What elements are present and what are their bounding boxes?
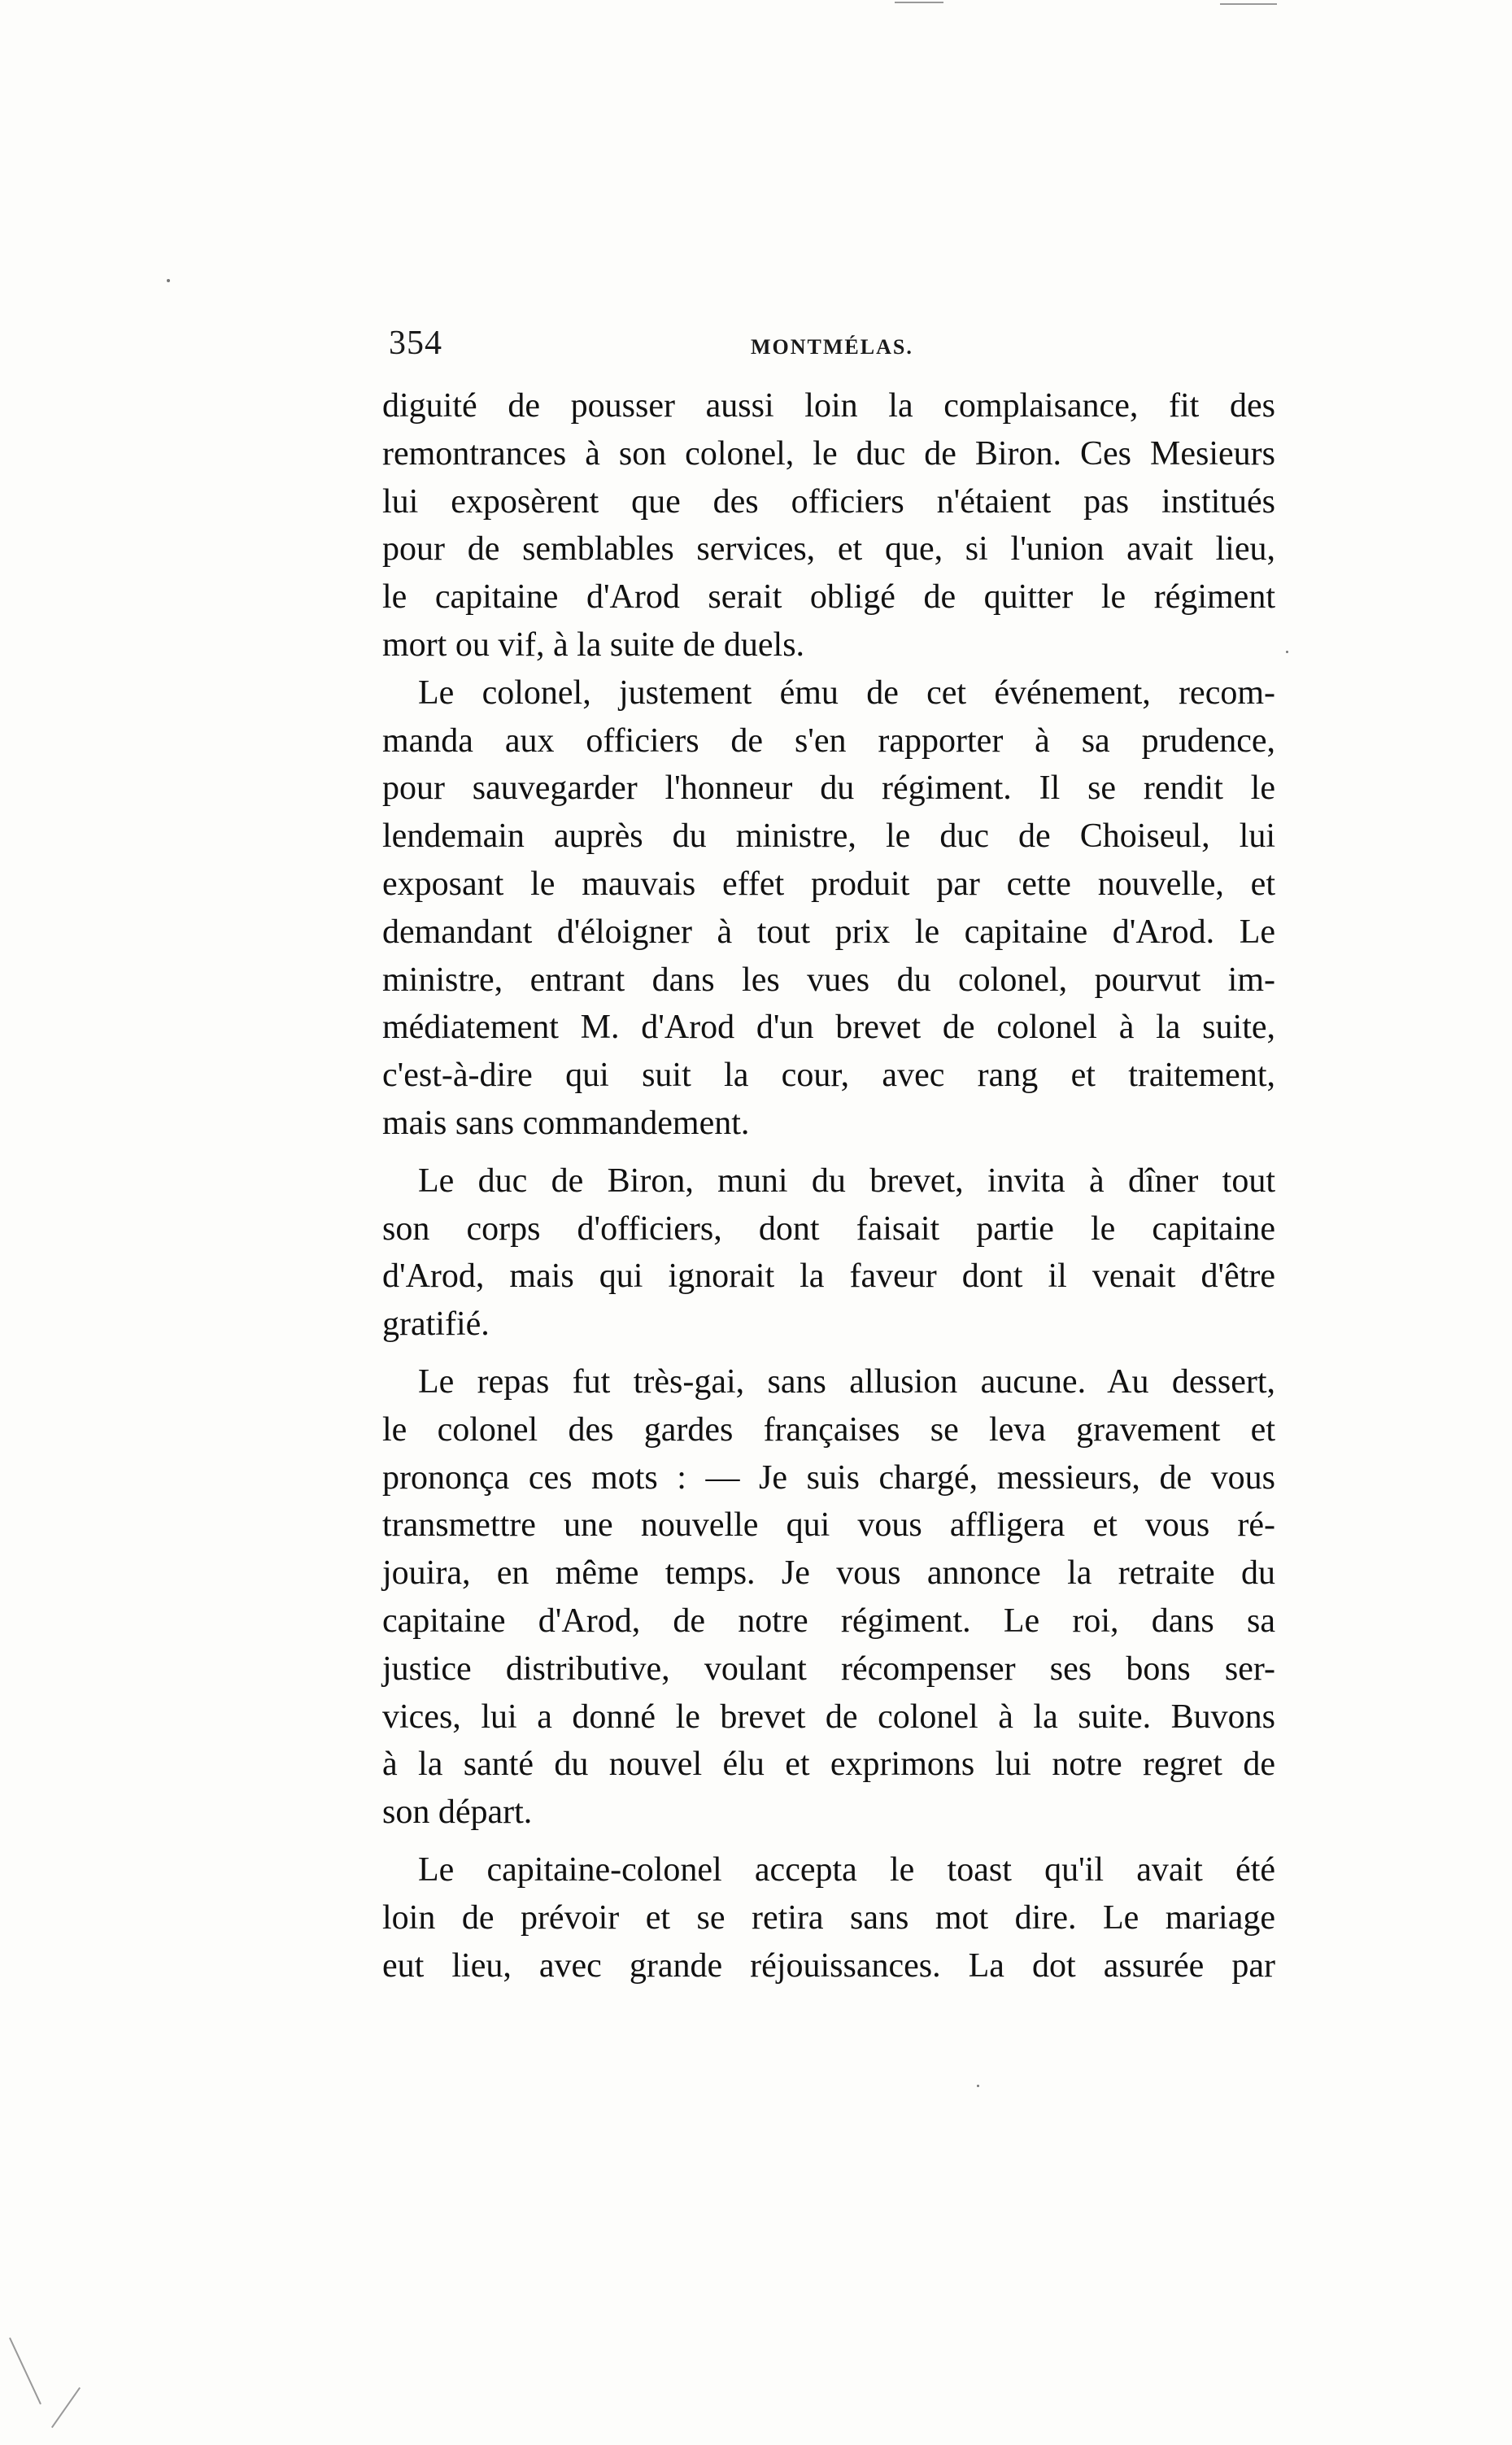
scan-edge-mark — [51, 2387, 81, 2428]
text-line: d'Arod, mais qui ignorait la faveur dont il venait d'être — [382, 1257, 1275, 1296]
scan-edge-mark — [9, 2338, 41, 2404]
text-line: capitaine d'Arod, de notre régiment. Le roi, dans sa — [382, 1602, 1275, 1640]
text-line: demandant d'éloigner à tout prix le capitaine d'Arod. Le — [382, 913, 1275, 951]
text-line: Le colonel, justement ému de cet événement, recom- — [418, 673, 1275, 712]
text-line: justice distributive, voulant récompenser ses bons ser- — [382, 1650, 1275, 1688]
scan-edge-mark — [1220, 3, 1277, 5]
paragraph-2 — [382, 669, 1275, 1148]
text-line: mort ou vif, à la suite de duels. — [382, 625, 805, 664]
text-line: loin de prévoir et se retira sans mot dire. Le mariage — [382, 1898, 1275, 1937]
text-line: gratifié. — [382, 1305, 490, 1344]
text-line: c'est-à-dire qui suit la cour, avec rang et traitement, — [382, 1057, 1275, 1095]
text-line: lui exposèrent que des officiers n'étaient pas institués — [382, 482, 1275, 521]
text-line: exposant le mauvais effet produit par cette nouvelle, et — [382, 865, 1275, 903]
scan-speck — [977, 2085, 979, 2087]
text-line: pour sauvegarder l'honneur du régiment. Il se rendit le — [382, 769, 1275, 808]
paragraph-5 — [382, 1846, 1275, 1990]
body-text — [382, 382, 1275, 1990]
text-line: lendemain auprès du ministre, le duc de Choiseul, lui — [382, 817, 1275, 856]
text-line: Le capitaine-colonel accepta le toast qu'il avait été — [418, 1850, 1275, 1889]
text-line: transmettre une nouvelle qui vous affligera et vous ré- — [382, 1506, 1275, 1545]
paragraph-1 — [382, 382, 1275, 669]
text-line: manda aux officiers de s'en rapporter à sa prudence, — [382, 721, 1275, 760]
text-line: mais sans commandement. — [382, 1104, 750, 1142]
text-line: Le duc de Biron, muni du brevet, invita à dîner tout — [418, 1161, 1275, 1200]
scan-speck — [167, 279, 170, 282]
page-number: 354 — [389, 325, 442, 362]
text-line: pour de semblables services, et que, si l'union avait lieu, — [382, 530, 1275, 569]
text-line: le colonel des gardes françaises se leva gravement et — [382, 1410, 1275, 1449]
text-line: médiatement M. d'Arod d'un brevet de colonel à la suite, — [382, 1009, 1275, 1047]
text-line: le capitaine d'Arod serait obligé de quitter le régiment — [382, 578, 1275, 617]
text-line: diguité de pousser aussi loin la complaisance, fit des — [382, 387, 1275, 425]
text-line: son corps d'officiers, dont faisait partie le capitaine — [382, 1209, 1275, 1248]
text-line: vices, lui a donné le brevet de colonel à la suite. Buvons — [382, 1698, 1275, 1736]
page-header — [389, 324, 1283, 373]
paragraph-3 — [382, 1157, 1275, 1349]
paragraph-4 — [382, 1358, 1275, 1837]
text-line: ministre, entrant dans les vues du colonel, pourvut im- — [382, 961, 1275, 999]
text-line: prononça ces mots : — Je suis chargé, messieurs, de vous — [382, 1458, 1275, 1497]
text-line: à la santé du nouvel élu et exprimons lui notre regret de — [382, 1745, 1275, 1784]
scan-edge-mark — [895, 2, 943, 3]
text-line: Le repas fut très-gai, sans allusion aucune. Au dessert, — [418, 1362, 1275, 1401]
text-line: jouira, en même temps. Je vous annonce la retraite du — [382, 1554, 1275, 1593]
running-title: MONTMÉLAS. — [751, 335, 913, 359]
text-line: eut lieu, avec grande réjouissances. La dot assurée par — [382, 1946, 1275, 1985]
text-line: son départ. — [382, 1793, 533, 1832]
scan-speck — [1286, 651, 1288, 653]
text-line: remontrances à son colonel, le duc de Biron. Ces Mesieurs — [382, 434, 1275, 473]
